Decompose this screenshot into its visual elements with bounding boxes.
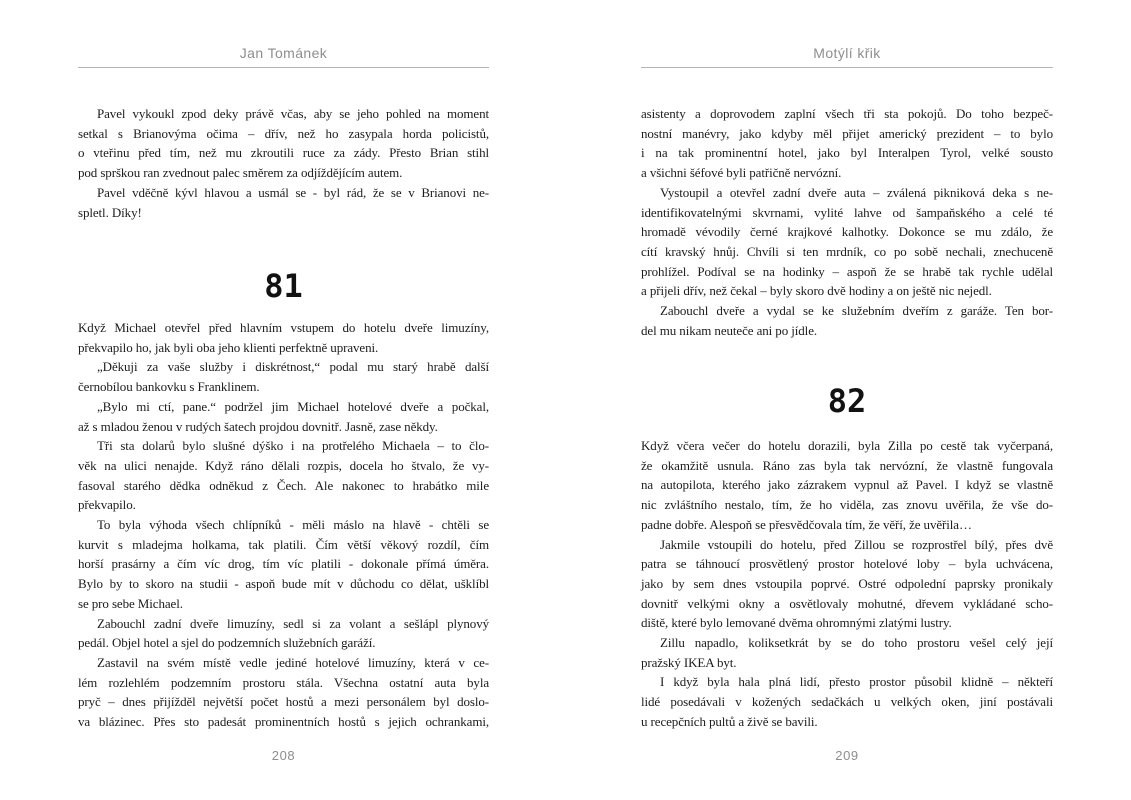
text-line: cítí kravský hnůj. Chvíli si ten mrdník, co po sobě nechali, znechuceně [641, 243, 1053, 259]
text-line: pedál. Objel hotel a sjel do podzemních služebních garáží. [78, 635, 376, 651]
text-line: identifikovatelnými skvrnami, vylité lahve od šampaňského a celé té [641, 204, 1053, 220]
text-line: prohlížel. Podíval se na hodinky – aspoň že se hrabě tak rychle udělal [641, 263, 1053, 279]
text-line: překvapilo ho, jak byli oba jeho klienti perfektně upraveni. [78, 339, 379, 355]
page-right-text-bottom [641, 436, 1053, 732]
text-line: věk na ulici nenajde. Když ráno dělali rozpis, docela ho štvalo, že vy- [78, 457, 489, 473]
text-line: Tři sta dolarů bylo slušné dýško i na protřelého Michaela – to člo- [97, 438, 489, 454]
text-line: pod sprškou ran zvednout palec směrem za odjíždějícím autem. [78, 165, 403, 181]
text-line: nostní manévry, jako kdyby měl přijet americký prezident – to bylo [641, 125, 1053, 141]
text-line: se pro sebe Michael. [78, 595, 183, 611]
text-line: Zabouchl zadní dveře limuzíny, sedl si za volant a sešlápl plynový [97, 615, 489, 631]
text-line: del mu nikam neuteče ani po jídle. [641, 322, 818, 338]
text-line: jako by sem dnes vstoupila poprvé. Ostré odpolední paprsky pronikaly [641, 575, 1053, 591]
header-rule-left [78, 67, 489, 68]
page-number-left: 208 [271, 748, 296, 763]
text-line: padne dobře. Alespoň se přesvědčovala tím, že věří, že uvěřila… [641, 516, 972, 532]
text-line: hromadě vévodily černé krajkové kalhotky. Dokonce se mu zdálo, že [641, 224, 1053, 240]
text-line: „Děkuji za vaše služby i diskrétnost,“ podal mu starý hrabě další [97, 359, 489, 375]
text-line: pryč – dnes přijížděl největší počet hostů a mezi personálem byl doslo- [78, 694, 489, 710]
text-line: a všichni šéfové byli patřičně nervózní. [641, 165, 842, 181]
page-right-text-top [641, 104, 1053, 340]
text-line: i na tak prominentní hotel, jako byl Interalpen Tyrol, velké sousto [641, 145, 1053, 161]
text-line: diště, které bylo lemované dvěma ohromnými zlatými lustry. [641, 615, 952, 631]
text-line: lidé posedávali v kožených sedačkách u velkých oken, jiní postávali [641, 694, 1053, 710]
text-line: Když včera večer do hotelu dorazili, byla Zilla po cestě tak vyčerpaná, [641, 438, 1053, 453]
text-line: setkal s Brianovýma očima – dřív, než ho zasypala horda policistů, [78, 125, 489, 141]
text-line: že okamžitě usnula. Ráno zas byla tak nervózní, že vlastně fungovala [641, 457, 1053, 473]
text-line: a přijeli dřív, než čekal – byly skoro dvě hodiny a on ještě nic nejedl. [641, 283, 992, 299]
text-line: Zabouchl dveře a vydal se ke služebním dveřím z garáže. Ten bor- [660, 303, 1053, 319]
text-line: To byla výhoda všech chlípníků - měli máslo na hlavě - chtěli se [97, 517, 489, 533]
text-line: Vystoupil a otevřel zadní dveře auta – zválená pikniková deka s ne- [660, 184, 1053, 200]
text-line: o vteřinu před tím, než mu zkroutili ruce za zády. Přesto Brian stihl [78, 145, 489, 161]
text-line: dovnitř velkými okny a osvětlovaly mohutné, dřevem vykládané scho- [641, 595, 1053, 611]
running-head-title: Motýlí křik [813, 45, 881, 61]
text-line: černobílou bankovku s Franklinem. [78, 379, 260, 395]
text-line: „Bylo mi ctí, pane.“ podržel jim Michael hotelové dveře a počkal, [97, 398, 489, 414]
text-line: až s mladou ženou v rudých šatech projdou dovnitř. Jasně, zase někdy. [78, 418, 438, 434]
chapter-number-82: 82 [827, 382, 867, 420]
header-rule-right [641, 67, 1053, 68]
text-line: Když Michael otevřel před hlavním vstupem do hotelu dveře limuzíny, [78, 320, 489, 335]
text-line: u recepčních pultů a živě se bavili. [641, 713, 818, 729]
text-line: asistenty a doprovodem zaplní všech tři sta pokojů. Do toho bezpeč- [641, 106, 1053, 121]
text-line: Jakmile vstoupili do hotelu, před Zillou se rozprostřel bílý, přes dvě [660, 536, 1053, 552]
text-line: na autopilota, kterého jako zázrakem vypnul až Pavel. I když se vlastně [641, 477, 1053, 493]
text-line: va blázinec. Přes sto padesát prominentních hostů s jejich ochrankami, [78, 714, 489, 730]
page-left-text-bottom [78, 318, 489, 732]
text-line: patra se táhnoucí prosvětlený prostor hotelové loby – byla uchvácena, [641, 556, 1053, 572]
page-number-right: 209 [835, 748, 859, 763]
text-line: Pavel vykoukl zpod deky právě včas, aby se jeho pohled na moment [97, 106, 489, 121]
page-right [641, 0, 1053, 800]
text-line: spletl. Díky! [78, 204, 142, 220]
text-line: fasoval starého dědka odněkud z Čech. Ale nakonec to hrabátko mile [78, 477, 489, 493]
text-line: Bylo by to skoro na studii - aspoň bude mít v důchodu co dělat, ušklíbl [78, 576, 489, 592]
text-line: Zillu napadlo, koliksetkrát by se do toho prostoru vešel celý její [660, 635, 1053, 651]
text-line: lém rozlehlém podzemním prostoru stála. Všechna ostatní auta byla [78, 674, 489, 690]
running-head-author: Jan Tománek [239, 45, 328, 61]
page-left [78, 0, 489, 800]
text-line: I když byla hala plná lidí, přesto prostor působil klidně – někteří [660, 674, 1053, 690]
text-line: Pavel vděčně kývl hlavou a usmál se - byl rád, že se v Brianovi ne- [97, 184, 489, 200]
text-line: kurvit s mladejma holkama, tak platili. Čím větší věkový rozdíl, čím [78, 536, 489, 552]
text-line: Zastavil na svém místě vedle jediné hotelové limuzíny, která v ce- [97, 654, 489, 670]
text-line: nic zvláštního nestalo, tím, že ho viděla, zas znovu uvěřila, že vše do- [641, 497, 1053, 513]
text-line: pražský IKEA byt. [641, 654, 737, 670]
page-left-text-top [78, 104, 489, 222]
text-line: horší prasárny a čím víc drog, tím víc platili - dokonale přímá úměra. [78, 556, 489, 572]
text-line: překvapilo. [78, 497, 136, 513]
chapter-number-81: 81 [264, 267, 303, 305]
